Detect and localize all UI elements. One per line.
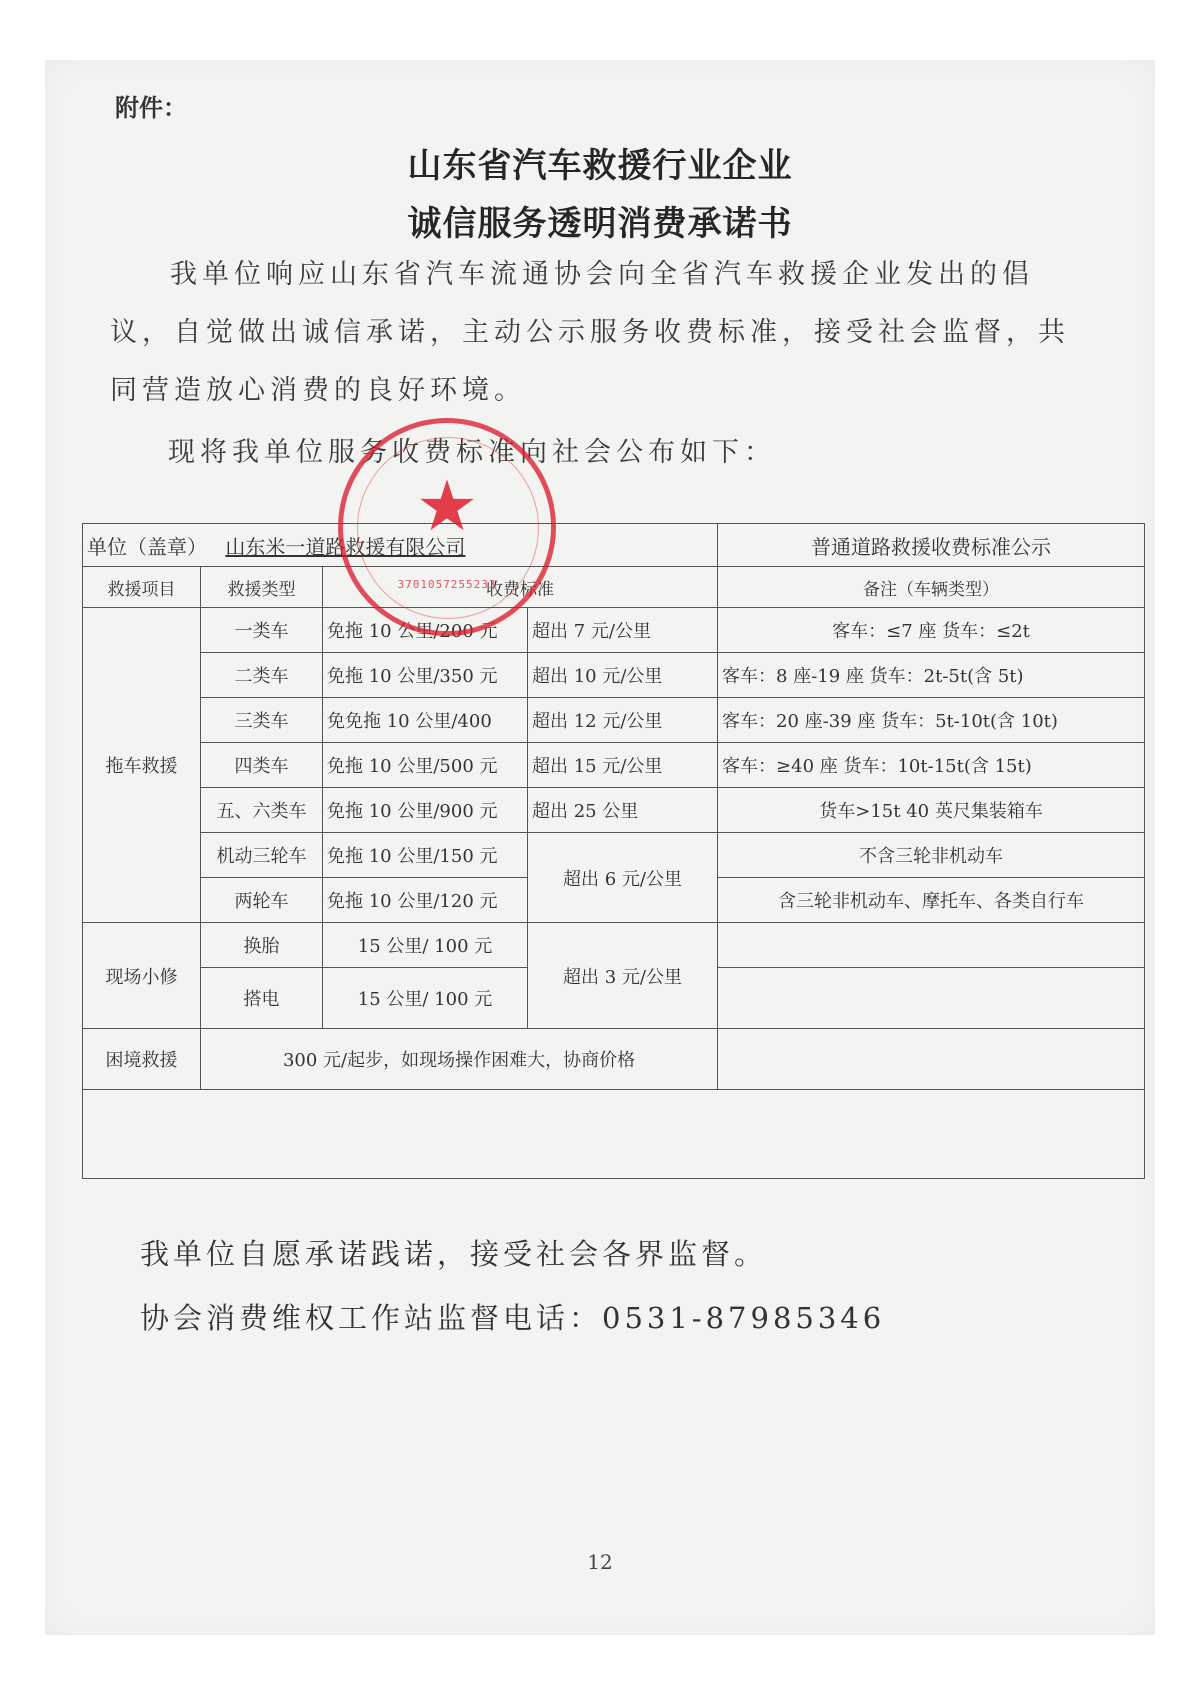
towing-type: 一类车	[201, 608, 323, 653]
onsite-type: 搭电	[201, 968, 323, 1029]
onsite-over: 超出 3 元/公里	[528, 923, 718, 1029]
title-line-1: 山东省汽车救援行业企业	[407, 146, 793, 186]
towing-over: 超出 15 元/公里	[528, 743, 718, 788]
header-item: 救援项目	[83, 567, 201, 608]
star-icon: ★	[415, 465, 479, 547]
towing-remark: 客车：≤7 座 货车：≤2t	[718, 608, 1145, 653]
column-header-row	[83, 567, 1145, 608]
table-row	[83, 788, 1145, 833]
table-row	[83, 608, 1145, 653]
stuck-remark	[718, 1029, 1145, 1090]
stuck-label: 困境救援	[83, 1029, 201, 1090]
closing-line-2: 协会消费维权工作站监督电话：0531-87985346	[140, 1301, 886, 1335]
attachment-label: 附件：	[115, 93, 187, 122]
table-row	[83, 1090, 1145, 1179]
towing-over: 超出 25 公里	[528, 788, 718, 833]
title-line-2: 诚信服务透明消费承诺书	[407, 204, 793, 244]
towing-free: 免拖 10 公里/900 元	[323, 788, 528, 833]
onsite-remark	[718, 968, 1145, 1029]
header-fee: 收费标准	[323, 567, 718, 608]
towing-remark: 货车>15t 40 英尺集装箱车	[718, 788, 1145, 833]
towing-type: 机动三轮车	[201, 833, 323, 878]
towing-free: 免拖 10 公里/150 元	[323, 833, 528, 878]
table-row	[83, 698, 1145, 743]
onsite-type: 换胎	[201, 923, 323, 968]
stuck-fee: 300 元/起步，如现场操作困难大，协商价格	[201, 1029, 718, 1090]
intro-paragraph: 我单位响应山东省汽车流通协会向全省汽车救援企业发出的倡议，自觉做出诚信承诺，主动公示服务收费标准，接受社会监督，共同营造放心消费的良好环境。	[110, 259, 1070, 406]
towing-over: 超出 10 元/公里	[528, 653, 718, 698]
unit-name: 山东米一道路救援有限公司	[225, 534, 466, 559]
fee-standard-table	[82, 523, 1145, 1179]
announce-line: 现将我单位服务收费标准向社会公布如下：	[168, 437, 776, 468]
unit-label: 单位（盖章）	[87, 534, 207, 559]
header-type: 救援类型	[201, 567, 323, 608]
table-row	[83, 833, 1145, 878]
towing-free: 免拖 10 公里/350 元	[323, 653, 528, 698]
table-row	[83, 653, 1145, 698]
towing-type: 二类车	[201, 653, 323, 698]
towing-free: 免免拖 10 公里/400	[323, 698, 528, 743]
towing-remark: 客车：20 座-39 座 货车：5t-10t(含 10t)	[718, 698, 1145, 743]
towing-remark: 不含三轮非机动车	[718, 833, 1145, 878]
closing-line-1: 我单位自愿承诺践诺，接受社会各界监督。	[140, 1237, 768, 1271]
towing-type: 五、六类车	[201, 788, 323, 833]
onsite-fee: 15 公里/ 100 元	[323, 968, 528, 1029]
towing-over: 超出 12 元/公里	[528, 698, 718, 743]
towing-free: 免拖 10 公里/120 元	[323, 878, 528, 923]
page-number: 12	[587, 1550, 613, 1574]
towing-type: 两轮车	[201, 878, 323, 923]
table-row	[83, 923, 1145, 968]
towing-free: 免拖 10 公里/200 元	[323, 608, 528, 653]
table-row	[83, 743, 1145, 788]
seal-code: 3701057255233	[397, 578, 497, 591]
table-row	[83, 1029, 1145, 1090]
table-header-row	[83, 524, 1145, 567]
towing-over: 超出 7 元/公里	[528, 608, 718, 653]
towing-remark: 客车：≥40 座 货车：10t-15t(含 15t)	[718, 743, 1145, 788]
blank-row	[83, 1090, 1145, 1179]
standard-title: 普通道路救援收费标准公示	[718, 524, 1145, 567]
towing-free: 免拖 10 公里/500 元	[323, 743, 528, 788]
onsite-fee: 15 公里/ 100 元	[323, 923, 528, 968]
onsite-remark	[718, 923, 1145, 968]
onsite-label: 现场小修	[83, 923, 201, 1029]
small-vehicle-over: 超出 6 元/公里	[528, 833, 718, 923]
unit-cell	[83, 524, 718, 567]
towing-type: 四类车	[201, 743, 323, 788]
header-remark: 备注（车辆类型）	[718, 567, 1145, 608]
towing-type: 三类车	[201, 698, 323, 743]
towing-label: 拖车救援	[83, 608, 201, 923]
towing-remark: 客车：8 座-19 座 货车：2t-5t(含 5t)	[718, 653, 1145, 698]
towing-remark: 含三轮非机动车、摩托车、各类自行车	[718, 878, 1145, 923]
